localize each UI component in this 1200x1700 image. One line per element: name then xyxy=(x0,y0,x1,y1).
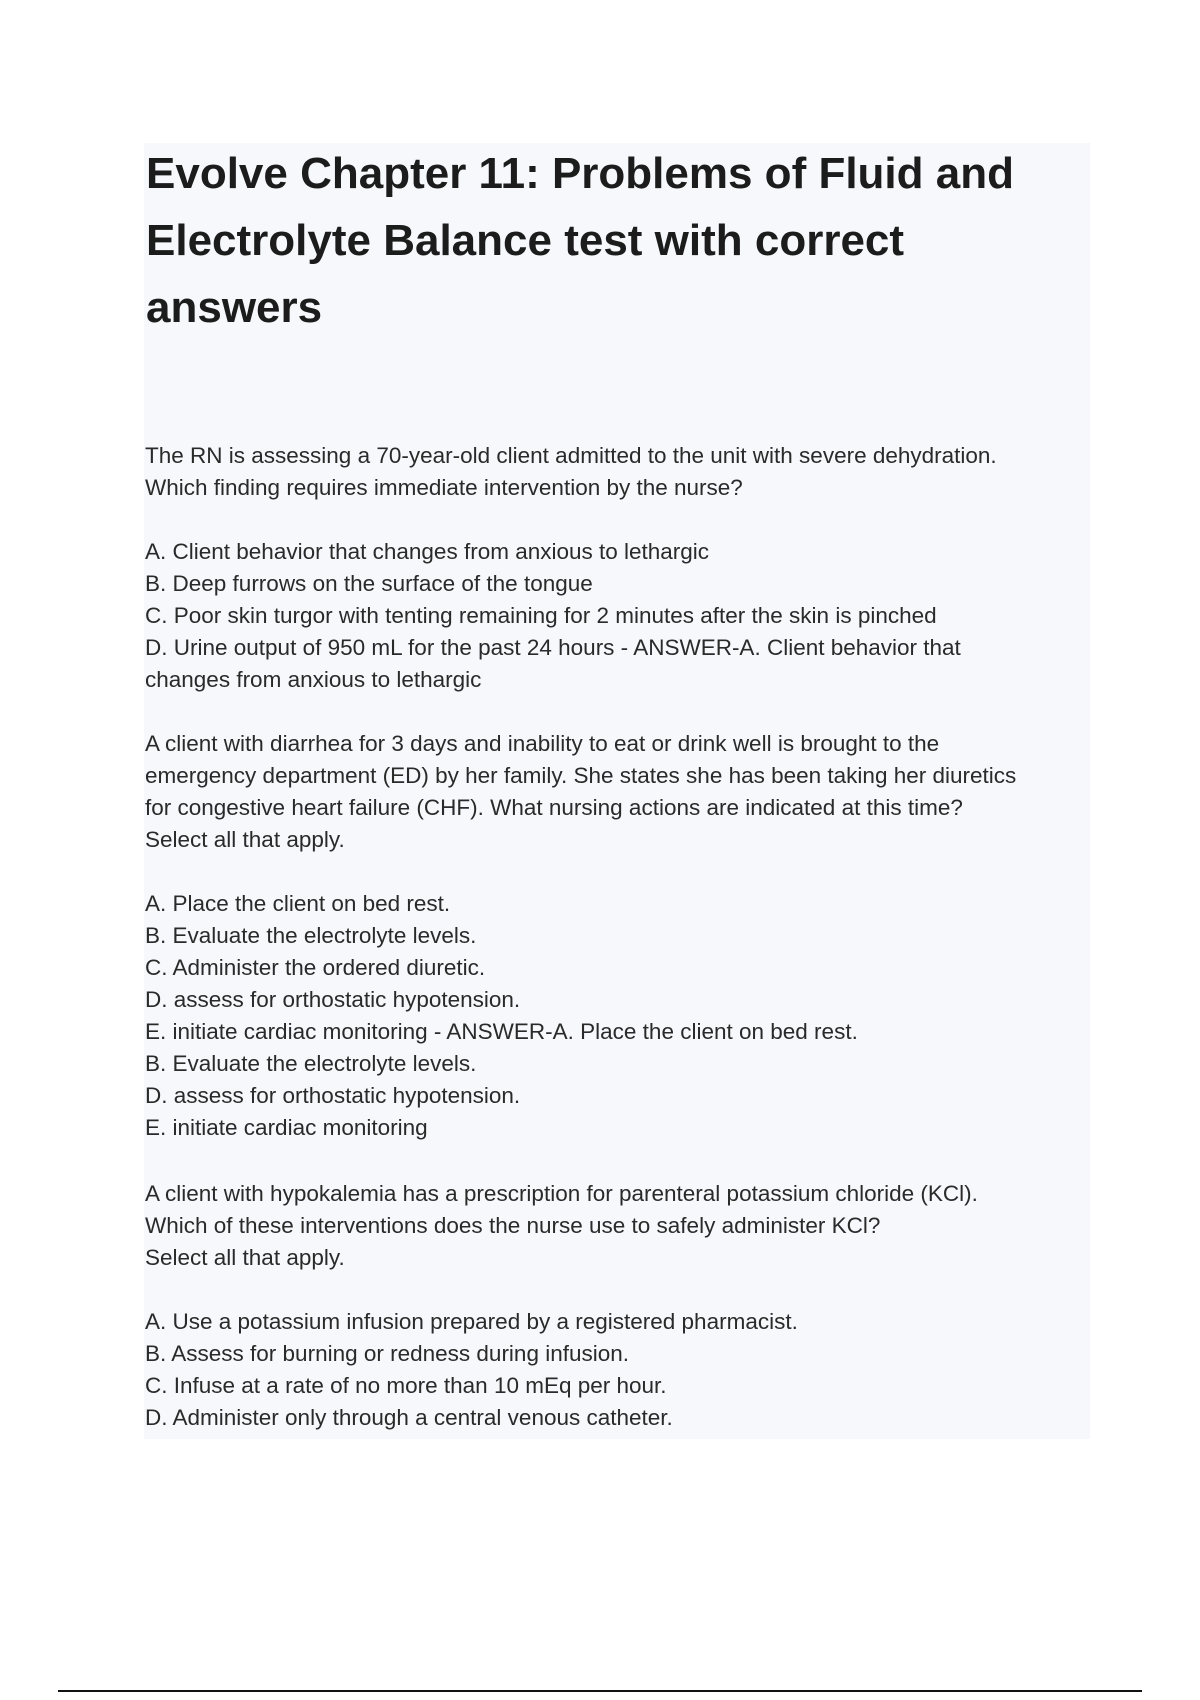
spacer xyxy=(145,1274,1095,1306)
answer-option: D. Administer only through a central venous catheter. xyxy=(145,1405,673,1430)
answer-option: A. Place the client on bed rest. xyxy=(145,891,451,916)
answer-option: C. Poor skin turgor with tenting remaining for 2 minutes after the skin is pinched xyxy=(145,603,937,628)
question-2 xyxy=(145,728,1095,1144)
question-stem-line: for congestive heart failure (CHF). What nursing actions are indicated at this time? xyxy=(145,795,963,820)
answer-option: C. Infuse at a rate of no more than 10 mEq per hour. xyxy=(145,1373,667,1398)
answer-option: D. Urine output of 950 mL for the past 24 hours - ANSWER-A. Client behavior that xyxy=(145,635,961,660)
answer-option: D. assess for orthostatic hypotension. xyxy=(145,1083,521,1108)
answer-option: B. Assess for burning or redness during infusion. xyxy=(145,1341,630,1366)
question-stem-line: The RN is assessing a 70-year-old client admitted to the unit with severe dehydration. xyxy=(145,443,997,468)
question-1 xyxy=(145,440,1095,696)
answer-option: B. Evaluate the electrolyte levels. xyxy=(145,923,477,948)
spacer xyxy=(145,856,1095,888)
question-stem-line: Which of these interventions does the nurse use to safely administer KCl? xyxy=(145,1213,881,1238)
answer-option: E. initiate cardiac monitoring - ANSWER-A. Place the client on bed rest. xyxy=(145,1019,858,1044)
answer-option: A. Use a potassium infusion prepared by a registered pharmacist. xyxy=(145,1309,798,1334)
question-stem-line: A client with hypokalemia has a prescription for parenteral potassium chloride (KCl). xyxy=(145,1181,978,1206)
question-stem-line: A client with diarrhea for 3 days and inability to eat or drink well is brought to the xyxy=(145,731,940,756)
answer-option: C. Administer the ordered diuretic. xyxy=(145,955,486,980)
question-3 xyxy=(145,1178,1095,1434)
title-line: answers xyxy=(146,283,323,332)
title-line: Electrolyte Balance test with correct xyxy=(146,216,905,265)
answer-option: B. Deep furrows on the surface of the tongue xyxy=(145,571,593,596)
question-stem-line: Select all that apply. xyxy=(145,827,345,852)
question-stem-line: emergency department (ED) by her family. She states she has been taking her diuretics xyxy=(145,763,1017,788)
question-stem-line: Which finding requires immediate intervention by the nurse? xyxy=(145,475,743,500)
answer-option: B. Evaluate the electrolyte levels. xyxy=(145,1051,477,1076)
answer-option: D. assess for orthostatic hypotension. xyxy=(145,987,521,1012)
answer-option: changes from anxious to lethargic xyxy=(145,667,482,692)
footer-divider xyxy=(58,1690,1142,1692)
spacer xyxy=(145,504,1095,536)
title-line: Evolve Chapter 11: Problems of Fluid and xyxy=(146,149,1014,198)
page-title xyxy=(146,140,1076,341)
answer-option: A. Client behavior that changes from anxious to lethargic xyxy=(145,539,710,564)
question-stem-line: Select all that apply. xyxy=(145,1245,345,1270)
answer-option: E. initiate cardiac monitoring xyxy=(145,1115,428,1140)
